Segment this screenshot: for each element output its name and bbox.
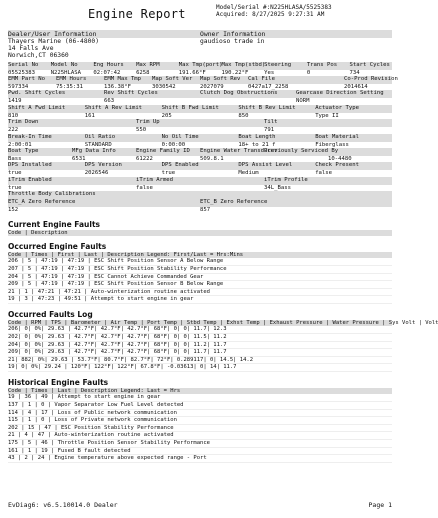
engine-info-label: Shift A Rev Limit [84, 104, 143, 111]
engine-info-label: iTrim Enabled [8, 176, 52, 183]
engine-info-value: 34L_Bass [264, 184, 291, 191]
historical-faults-header: Code | Times | Last | Description Legend: Last = Hrs [8, 388, 392, 394]
engine-info-label: iTrim Profile [264, 176, 308, 183]
engine-info-value: 1419 [8, 98, 22, 105]
engine-info-value: 0427a17_2258 [248, 84, 289, 91]
owner-line-0: gaudioso trade in [200, 38, 265, 45]
engine-info-label: MFg Data Info [72, 148, 116, 155]
historical-fault-row: 137 | 1 | 0 | Vapor Separator Low Fuel Level detected [8, 402, 392, 410]
engine-info-value: 10-4480 [328, 156, 352, 163]
occurred-fault-row: 209 | 5 | 47:19 | 47:19 | ESC Shift Position Sensor B Below Range [8, 281, 392, 289]
occurred-log-rows [8, 326, 392, 372]
engine-info-label: Rev Shift Cycles [104, 90, 158, 97]
engine-info-label: Model No [50, 61, 78, 68]
historical-fault-row: 115 | 1 | 0 | Loss of Private network communication [8, 417, 392, 425]
engine-info-labels-row [8, 177, 392, 185]
fault-log-row: 209| 0| 0%| 29.63 | 42.7°F| 42.7°F| 42.7°F| 68°F| 0| 0| 11.7| 11.7 [8, 349, 392, 357]
current-faults-title: Current Engine Faults [8, 219, 101, 229]
engine-info-value: true [8, 170, 22, 177]
engine-info-value: true [8, 184, 22, 191]
engine-info-value: 190.22°F [221, 69, 249, 76]
fault-log-row: 204| 0| 0%| 29.63 | 42.7°F| 42.7°F| 42.7°F| 68°F| 0| 0| 11.2| 11.7 [8, 342, 392, 350]
engine-info-value: 850 [238, 112, 249, 119]
occurred-fault-row: 204 | 5 | 47:19 | 47:19 | ESC Cannot Achieve Commanded Gear [8, 274, 392, 282]
engine-info-value: 857 [200, 207, 211, 214]
engine-info-value: 810 [8, 112, 19, 119]
engine-info-value: 05525383 [8, 69, 35, 76]
engine-info-label: Check Present [315, 162, 359, 169]
engine-info-label: Shift B Rev Limit [238, 104, 296, 111]
engine-info-label: Cal File [248, 76, 275, 83]
engine-info-label: Actuator Type [315, 104, 359, 111]
engine-info-value: STANDARD [84, 141, 112, 148]
fault-log-row: 19| 0| 0%| 29.24 | 120°F| 122°F| 122°F| 67.8°F| -0.03613| 0| 14| 11.7 [8, 364, 392, 372]
engine-info-label: Max Tmp(stbd) [221, 61, 266, 68]
engine-info-value: Medium [238, 170, 259, 177]
engine-info-label: Previously Serviced By [264, 148, 339, 155]
historical-fault-row: 43 | 2 | 24 | Engine temperature above expected range - Port [8, 455, 392, 463]
engine-info-labels-row [8, 191, 392, 199]
engine-info-label: Boat Type [8, 148, 39, 155]
software-version: EvDiag6: v6.5.10014.0 Dealer [8, 501, 118, 509]
historical-fault-row: 202 | 15 | 47 | ESC Position Stability Performance [8, 425, 392, 433]
occurred-faults-header: Code | Times | First | Last | Description Legend: First/Last = Hrs:Mins [8, 252, 392, 258]
engine-info-value: true [161, 170, 176, 177]
engine-info-value: 222 [8, 127, 19, 134]
historical-faults-rows [8, 394, 392, 462]
fault-log-row: 206| 0| 0%| 29.63 | 42.7°F| 42.7°F| 42.7°F| 68°F| 0| 0| 11.7| 12.3 [8, 326, 392, 334]
engine-info-value: 734 [349, 69, 360, 76]
engine-info-label: EMM Part No [8, 76, 46, 83]
dealer-header: Dealer/User Information [8, 30, 200, 38]
occurred-faults-title: Occurred Engine Faults [8, 242, 107, 252]
engine-info-label: DPS Assist Level [238, 162, 293, 169]
engine-info-value: 0 [306, 69, 311, 76]
engine-info-value: 2014614 [344, 84, 368, 91]
engine-info-label: Throttle Body Calibrations [8, 191, 96, 198]
historical-fault-row: 175 | 5 | 46 | Throttle Position Sensor Stability Performance [8, 440, 392, 448]
report-title: Engine Report [88, 7, 186, 21]
engine-info-value: 6531 [72, 156, 86, 163]
engine-info-value: 75:35:31 [56, 84, 83, 91]
owner-column [200, 30, 392, 60]
engine-info-label: EMM Max Tmp [104, 76, 142, 83]
engine-info-label: Oil Ratio [84, 133, 116, 140]
engine-info-values-row [8, 207, 392, 213]
engine-info-value: false [315, 170, 333, 177]
engine-info-label: Clutch Dog Obstructions [200, 90, 278, 97]
engine-info-label: Engine Water Transducer [200, 148, 278, 155]
engine-info-labels-row [8, 105, 392, 113]
engine-info-label: EMM Hours [56, 76, 87, 83]
dealer-line-2: Norwich,CT 06360 [8, 52, 69, 60]
historical-fault-row: 21 | 4 | 47 | Auto-winterization routine activated [8, 432, 392, 440]
engine-info-value: 791 [264, 127, 275, 134]
engine-info-label: Max Tmp(port) [178, 61, 223, 68]
engine-info-label: Trim Up [136, 119, 160, 126]
engine-info-label: Max RPM [136, 61, 160, 68]
engine-info-label: Engine Family ID [136, 148, 190, 155]
engine-info-value: 2027079 [200, 84, 224, 91]
engine-info-label: Serial No [8, 61, 39, 68]
engine-info-value: 205 [161, 112, 172, 119]
occurred-fault-row: 206 | 5 | 47:19 | 47:19 | ESC Shift Position Sensor A Below Range [8, 258, 392, 266]
engine-info-value: 663 [104, 98, 115, 105]
engine-info-value: 597334 [8, 84, 29, 91]
model-serial: Model/Serial #:N225HLASA/5525383 [216, 4, 332, 11]
engine-info-value: Fiberglass [315, 141, 349, 148]
historical-fault-row: 114 | 4 | 17 | Loss of Public network communication [8, 410, 392, 418]
engine-info-value: 550 [136, 127, 147, 134]
engine-info-label: Gearcase Direction Setting [296, 90, 384, 97]
engine-info-label: Shift B Fwd Limit [161, 104, 219, 111]
engine-info-value: 0:00:00 [161, 141, 186, 148]
engine-info-value: 02:07:42 [93, 69, 121, 76]
engine-info-labels-row [8, 148, 392, 156]
serial-block [216, 4, 332, 18]
engine-info-value: Yes [264, 69, 275, 76]
engine-info-value: NORM [296, 98, 310, 105]
engine-info-label: Boat Length [238, 133, 276, 140]
report-header [8, 0, 392, 30]
engine-info-labels-row [8, 119, 392, 127]
engine-info-label: Start Cycles [349, 61, 390, 68]
engine-info-label: DPS Enabled [161, 162, 199, 169]
engine-info-label: iTrim Armed [136, 176, 174, 183]
current-faults-header: Code | Description [8, 230, 392, 236]
engine-info-label: Map Soft Ver [152, 76, 193, 83]
engine-info-label: No Oil Time [161, 133, 199, 140]
engine-info-value: Bass [8, 156, 22, 163]
engine-info-labels-row [8, 199, 392, 207]
engine-info-value: 152 [8, 207, 19, 214]
page-number: Page 1 [368, 501, 392, 509]
historical-faults-title: Historical Engine Faults [8, 378, 109, 388]
dealer-line-0: Thayers Marine (06-4800) [8, 38, 99, 45]
historical-fault-row: 19 | 36 | 49 | Attempt to start engine in gear [8, 394, 392, 402]
engine-info-label: Steering [264, 61, 292, 68]
engine-info-value: 18+ to 21 f [238, 141, 276, 148]
engine-info-label: ETC_B Zero Reference [200, 199, 268, 206]
engine-info-value: false [136, 184, 153, 191]
engine-info-label: DPS Installed [8, 162, 52, 169]
engine-info-value: 61222 [136, 156, 153, 163]
engine-info-value: 3030542 [152, 84, 176, 91]
engine-info-labels-row [8, 76, 398, 84]
dealer-line-1: 14 Falls Ave [8, 45, 54, 53]
engine-info-label: Pwd. Shift Cycles [8, 90, 66, 97]
occurred-log-header: Code | RPM | TPS | Barometer | Air Temp | Port Temp | Stbd Temp | Exhst Temp | Exhaust Pressure | Water Pressure | Sys Volt | Volt [8, 320, 438, 327]
owner-header: Owner Information [200, 30, 392, 38]
engine-info-labels-row [8, 134, 392, 142]
engine-info-value: 136.38°F [104, 84, 131, 91]
occurred-faults-rows [8, 258, 392, 304]
engine-info-label: DPS Version [84, 162, 122, 169]
engine-info-value: 6258 [136, 69, 150, 76]
engine-info-label: Break-In Time [8, 133, 52, 140]
engine-info-label: Shift A Fwd Limit [8, 104, 66, 111]
report-footer [8, 501, 392, 509]
historical-fault-row: 161 | 1 | 19 | Fused B fault detected [8, 448, 392, 456]
fault-log-row: 21| 882| 0%| 29.63 | 53.7°F| 80.7°F| 82.7°F| 72°F| 0.289117| 0| 14.5| 14.2 [8, 357, 392, 365]
engine-info-value: 191.66°F [178, 69, 206, 76]
engine-info-value: Type II [315, 112, 339, 119]
engine-info-value: 2:00:01 [8, 141, 32, 148]
engine-info-label: Trans Pos [306, 61, 338, 68]
acquired-date: Acquired: 8/27/2025 9:27:31 AM [216, 11, 325, 18]
info-columns [8, 30, 392, 60]
fault-log-row: 202| 0| 0%| 29.63 | 42.7°F| 42.7°F| 42.7°F| 68°F| 0| 0| 11.5| 11.2 [8, 334, 392, 342]
engine-info-labels-row [8, 162, 392, 170]
engine-info-label: Map Soft Rev [200, 76, 241, 83]
engine-info-label: Trim Down [8, 119, 39, 126]
engine-info-labels-row [8, 90, 392, 98]
engine-info-label: Boat Material [315, 133, 359, 140]
engine-info-label: ETC_A Zero Reference [8, 199, 76, 206]
engine-info-label: Tilt [264, 119, 278, 126]
engine-info-table [8, 61, 398, 214]
engine-info-label: Eng Hours [93, 61, 124, 68]
occurred-fault-row: 207 | 5 | 47:19 | 47:19 | ESC Shift Position Stability Performance [8, 266, 392, 274]
engine-info-labels-row [8, 62, 392, 70]
occurred-fault-row: 21 | 1 | 47:21 | 47:21 | Auto-winterization routine activated [8, 289, 392, 297]
engine-info-value: N225HLASA [50, 69, 81, 76]
dealer-column [8, 30, 200, 60]
engine-info-value: 509.8.1 [200, 156, 224, 163]
occurred-fault-row: 19 | 3 | 47:23 | 49:51 | Attempt to start engine in gear [8, 296, 392, 304]
engine-info-value: 2026546 [84, 170, 109, 177]
occurred-log-title: Occurred Faults Log [8, 310, 93, 320]
engine-info-value: 161 [84, 112, 95, 119]
engine-info-label: Co-Prod Revision [344, 76, 398, 83]
